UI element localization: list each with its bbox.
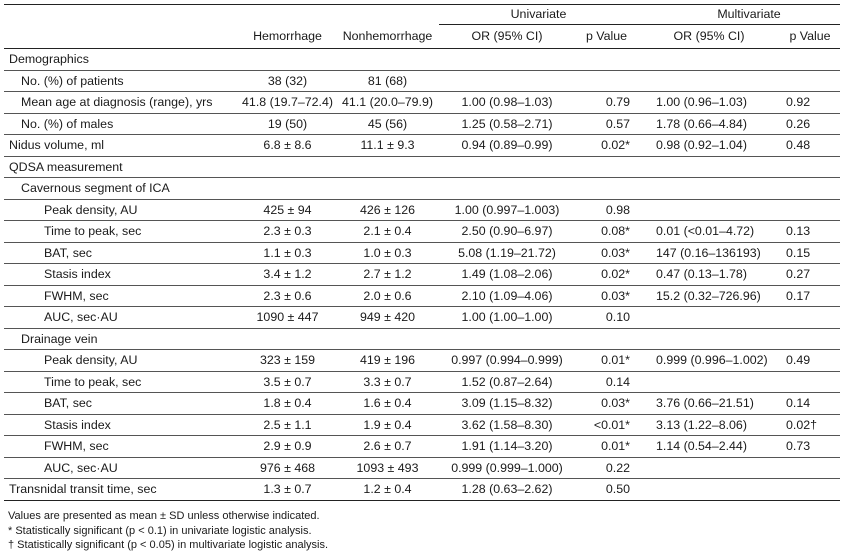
header-group-row xyxy=(4,5,840,25)
table-cell xyxy=(638,178,780,200)
table-cell: 1.3 ± 0.7 xyxy=(239,479,336,501)
table-row xyxy=(4,92,840,114)
table-cell: 1.9 ± 0.4 xyxy=(336,414,439,436)
table-cell: 0.01 (<0.01–4.72) xyxy=(638,221,780,243)
table-row xyxy=(4,264,840,286)
table-cell: 3.76 (0.66–21.51) xyxy=(638,393,780,415)
table-cell: 1.14 (0.54–2.44) xyxy=(638,436,780,458)
table-cell: 426 ± 126 xyxy=(336,199,439,221)
table-cell: 2.6 ± 0.7 xyxy=(336,436,439,458)
table-cell xyxy=(780,49,840,71)
table-cell xyxy=(780,479,840,501)
table-row xyxy=(4,221,840,243)
table-row xyxy=(4,371,840,393)
table-cell: 0.49 xyxy=(780,350,840,372)
table-cell: 0.02† xyxy=(780,414,840,436)
col-nonhemorrhage: Nonhemorrhage xyxy=(336,25,439,49)
table-cell xyxy=(239,49,336,71)
table-cell: 1.00 (1.00–1.00) xyxy=(439,307,575,329)
table-cell: 3.13 (1.22–8.06) xyxy=(638,414,780,436)
table-cell xyxy=(638,328,780,350)
table-cell: 1.8 ± 0.4 xyxy=(239,393,336,415)
table-row xyxy=(4,199,840,221)
table-cell xyxy=(780,371,840,393)
univariate-header: Univariate xyxy=(439,5,638,25)
table-cell xyxy=(239,156,336,178)
row-label: FWHM, sec xyxy=(4,285,239,307)
table-cell: 0.17 xyxy=(780,285,840,307)
table-cell xyxy=(575,49,638,71)
table-cell: 1.00 (0.96–1.03) xyxy=(638,92,780,114)
table-cell xyxy=(780,70,840,92)
table-cell xyxy=(336,156,439,178)
table-cell: 0.02* xyxy=(575,135,638,157)
row-label: Time to peak, sec xyxy=(4,221,239,243)
table-cell: 1.1 ± 0.3 xyxy=(239,242,336,264)
row-label: AUC, sec·AU xyxy=(4,307,239,329)
row-label: FWHM, sec xyxy=(4,436,239,458)
table-cell: 1.52 (0.87–2.64) xyxy=(439,371,575,393)
table-cell xyxy=(439,328,575,350)
table-cell: 3.4 ± 1.2 xyxy=(239,264,336,286)
row-label: Stasis index xyxy=(4,414,239,436)
row-label: Mean age at diagnosis (range), yrs xyxy=(4,92,239,114)
row-label: BAT, sec xyxy=(4,242,239,264)
table-cell xyxy=(780,457,840,479)
table-row xyxy=(4,113,840,135)
table-row xyxy=(4,350,840,372)
table-cell: 2.7 ± 1.2 xyxy=(336,264,439,286)
table-cell: 0.92 xyxy=(780,92,840,114)
table-cell: 38 (32) xyxy=(239,70,336,92)
table-cell: 419 ± 196 xyxy=(336,350,439,372)
row-label: Stasis index xyxy=(4,264,239,286)
col-hemorrhage: Hemorrhage xyxy=(239,25,336,49)
table-cell xyxy=(780,328,840,350)
table-cell xyxy=(780,178,840,200)
table-cell xyxy=(638,70,780,92)
column-header-row xyxy=(4,25,840,49)
footnote: Values are presented as mean ± SD unless otherwise indicated. xyxy=(8,510,320,522)
table-cell: 1.00 (0.997–1.003) xyxy=(439,199,575,221)
table-cell: 1.28 (0.63–2.62) xyxy=(439,479,575,501)
table-cell xyxy=(575,328,638,350)
table-row xyxy=(4,457,840,479)
table-row xyxy=(4,479,840,501)
table-cell: 1.49 (1.08–2.06) xyxy=(439,264,575,286)
table-cell: 0.14 xyxy=(780,393,840,415)
table-cell: 1090 ± 447 xyxy=(239,307,336,329)
table-cell: 0.01* xyxy=(575,436,638,458)
table-cell: 1.25 (0.58–2.71) xyxy=(439,113,575,135)
table-cell: 0.03* xyxy=(575,285,638,307)
table-cell: 0.50 xyxy=(575,479,638,501)
table-row xyxy=(4,328,840,350)
table-cell: 0.997 (0.994–0.999) xyxy=(439,350,575,372)
table-cell xyxy=(336,328,439,350)
table-cell xyxy=(439,70,575,92)
table-cell: 6.8 ± 8.6 xyxy=(239,135,336,157)
table-row xyxy=(4,135,840,157)
row-label: No. (%) of males xyxy=(4,113,239,135)
table-cell: 2.1 ± 0.4 xyxy=(336,221,439,243)
table-cell: 3.62 (1.58–8.30) xyxy=(439,414,575,436)
table-cell xyxy=(575,156,638,178)
table-cell: 45 (56) xyxy=(336,113,439,135)
table-cell: 3.5 ± 0.7 xyxy=(239,371,336,393)
col-multi-or: OR (95% CI) xyxy=(638,25,780,49)
table-cell: 0.08* xyxy=(575,221,638,243)
table-cell: <0.01* xyxy=(575,414,638,436)
table-cell: 3.3 ± 0.7 xyxy=(336,371,439,393)
table-cell xyxy=(780,156,840,178)
col-multi-p: p Value xyxy=(780,25,840,49)
row-label: No. (%) of patients xyxy=(4,70,239,92)
table-cell: 0.02* xyxy=(575,264,638,286)
table-cell: 19 (50) xyxy=(239,113,336,135)
table-cell: 323 ± 159 xyxy=(239,350,336,372)
table-cell: 11.1 ± 9.3 xyxy=(336,135,439,157)
table-row xyxy=(4,307,840,329)
col-uni-or: OR (95% CI) xyxy=(439,25,575,49)
table-cell xyxy=(575,70,638,92)
table-cell xyxy=(336,178,439,200)
table-cell: 425 ± 94 xyxy=(239,199,336,221)
table-cell xyxy=(439,156,575,178)
col-uni-p: p Value xyxy=(575,25,638,49)
table-row xyxy=(4,436,840,458)
results-table xyxy=(4,4,840,501)
table-row xyxy=(4,49,840,71)
row-label: Peak density, AU xyxy=(4,199,239,221)
table-cell: 0.999 (0.996–1.002) xyxy=(638,350,780,372)
table-cell: 0.73 xyxy=(780,436,840,458)
table-cell: 0.03* xyxy=(575,393,638,415)
table-cell: 1.6 ± 0.4 xyxy=(336,393,439,415)
table-cell: 81 (68) xyxy=(336,70,439,92)
table-row xyxy=(4,70,840,92)
table-cell xyxy=(780,307,840,329)
row-label: Peak density, AU xyxy=(4,350,239,372)
table-cell xyxy=(575,178,638,200)
table-cell: 0.98 xyxy=(575,199,638,221)
row-label: AUC, sec·AU xyxy=(4,457,239,479)
table-cell xyxy=(638,457,780,479)
table-cell: 41.1 (20.0–79.9) xyxy=(336,92,439,114)
table-cell xyxy=(439,49,575,71)
table-cell: 1.78 (0.66–4.84) xyxy=(638,113,780,135)
row-label: Demographics xyxy=(4,49,239,71)
table-cell: 0.10 xyxy=(575,307,638,329)
table-cell xyxy=(638,156,780,178)
footnote: † Statistically significant (p < 0.05) in multivariate logistic analysis. xyxy=(8,539,329,551)
row-label: BAT, sec xyxy=(4,393,239,415)
table-cell: 0.48 xyxy=(780,135,840,157)
table-cell: 2.0 ± 0.6 xyxy=(336,285,439,307)
table-cell: 0.27 xyxy=(780,264,840,286)
table-cell: 0.15 xyxy=(780,242,840,264)
table-cell xyxy=(638,307,780,329)
table-cell: 949 ± 420 xyxy=(336,307,439,329)
table-cell xyxy=(239,328,336,350)
table-cell: 3.09 (1.15–8.32) xyxy=(439,393,575,415)
multivariate-header: Multivariate xyxy=(638,5,840,25)
table-cell: 0.98 (0.92–1.04) xyxy=(638,135,780,157)
table-cell: 0.999 (0.999–1.000) xyxy=(439,457,575,479)
table-cell xyxy=(439,178,575,200)
table-cell: 0.94 (0.89–0.99) xyxy=(439,135,575,157)
table-cell: 0.47 (0.13–1.78) xyxy=(638,264,780,286)
table-cell: 2.10 (1.09–4.06) xyxy=(439,285,575,307)
table-cell: 0.01* xyxy=(575,350,638,372)
table-cell: 147 (0.16–136193) xyxy=(638,242,780,264)
table-cell: 0.79 xyxy=(575,92,638,114)
footnote: * Statistically significant (p < 0.1) in univariate logistic analysis. xyxy=(8,524,312,537)
table-cell: 1.2 ± 0.4 xyxy=(336,479,439,501)
table-cell xyxy=(638,199,780,221)
row-label: Time to peak, sec xyxy=(4,371,239,393)
table-cell: 0.03* xyxy=(575,242,638,264)
table-cell: 0.14 xyxy=(575,371,638,393)
table-cell: 1.91 (1.14–3.20) xyxy=(439,436,575,458)
row-label: Drainage vein xyxy=(4,328,239,350)
row-label: Transnidal transit time, sec xyxy=(4,479,239,501)
table-row xyxy=(4,156,840,178)
table-cell xyxy=(638,49,780,71)
row-label: Cavernous segment of ICA xyxy=(4,178,239,200)
table-cell: 2.50 (0.90–6.97) xyxy=(439,221,575,243)
table-cell: 41.8 (19.7–72.4) xyxy=(239,92,336,114)
table-row xyxy=(4,285,840,307)
table-cell: 976 ± 468 xyxy=(239,457,336,479)
table-row xyxy=(4,393,840,415)
table-cell xyxy=(638,371,780,393)
table-cell xyxy=(336,49,439,71)
table-cell: 0.57 xyxy=(575,113,638,135)
table-cell: 2.9 ± 0.9 xyxy=(239,436,336,458)
table-cell xyxy=(780,199,840,221)
row-label: Nidus volume, ml xyxy=(4,135,239,157)
table-cell: 2.3 ± 0.6 xyxy=(239,285,336,307)
table-cell: 0.22 xyxy=(575,457,638,479)
table-cell: 2.5 ± 1.1 xyxy=(239,414,336,436)
table-cell: 15.2 (0.32–726.96) xyxy=(638,285,780,307)
table-cell: 5.08 (1.19–21.72) xyxy=(439,242,575,264)
row-label: QDSA measurement xyxy=(4,156,239,178)
table-cell: 0.13 xyxy=(780,221,840,243)
table-row xyxy=(4,242,840,264)
footnotes xyxy=(8,509,328,553)
table-cell: 1093 ± 493 xyxy=(336,457,439,479)
table-cell: 2.3 ± 0.3 xyxy=(239,221,336,243)
table-row xyxy=(4,414,840,436)
table-cell: 1.00 (0.98–1.03) xyxy=(439,92,575,114)
table-cell xyxy=(638,479,780,501)
table-cell: 1.0 ± 0.3 xyxy=(336,242,439,264)
table-cell xyxy=(239,178,336,200)
table-cell: 0.26 xyxy=(780,113,840,135)
table-row xyxy=(4,178,840,200)
